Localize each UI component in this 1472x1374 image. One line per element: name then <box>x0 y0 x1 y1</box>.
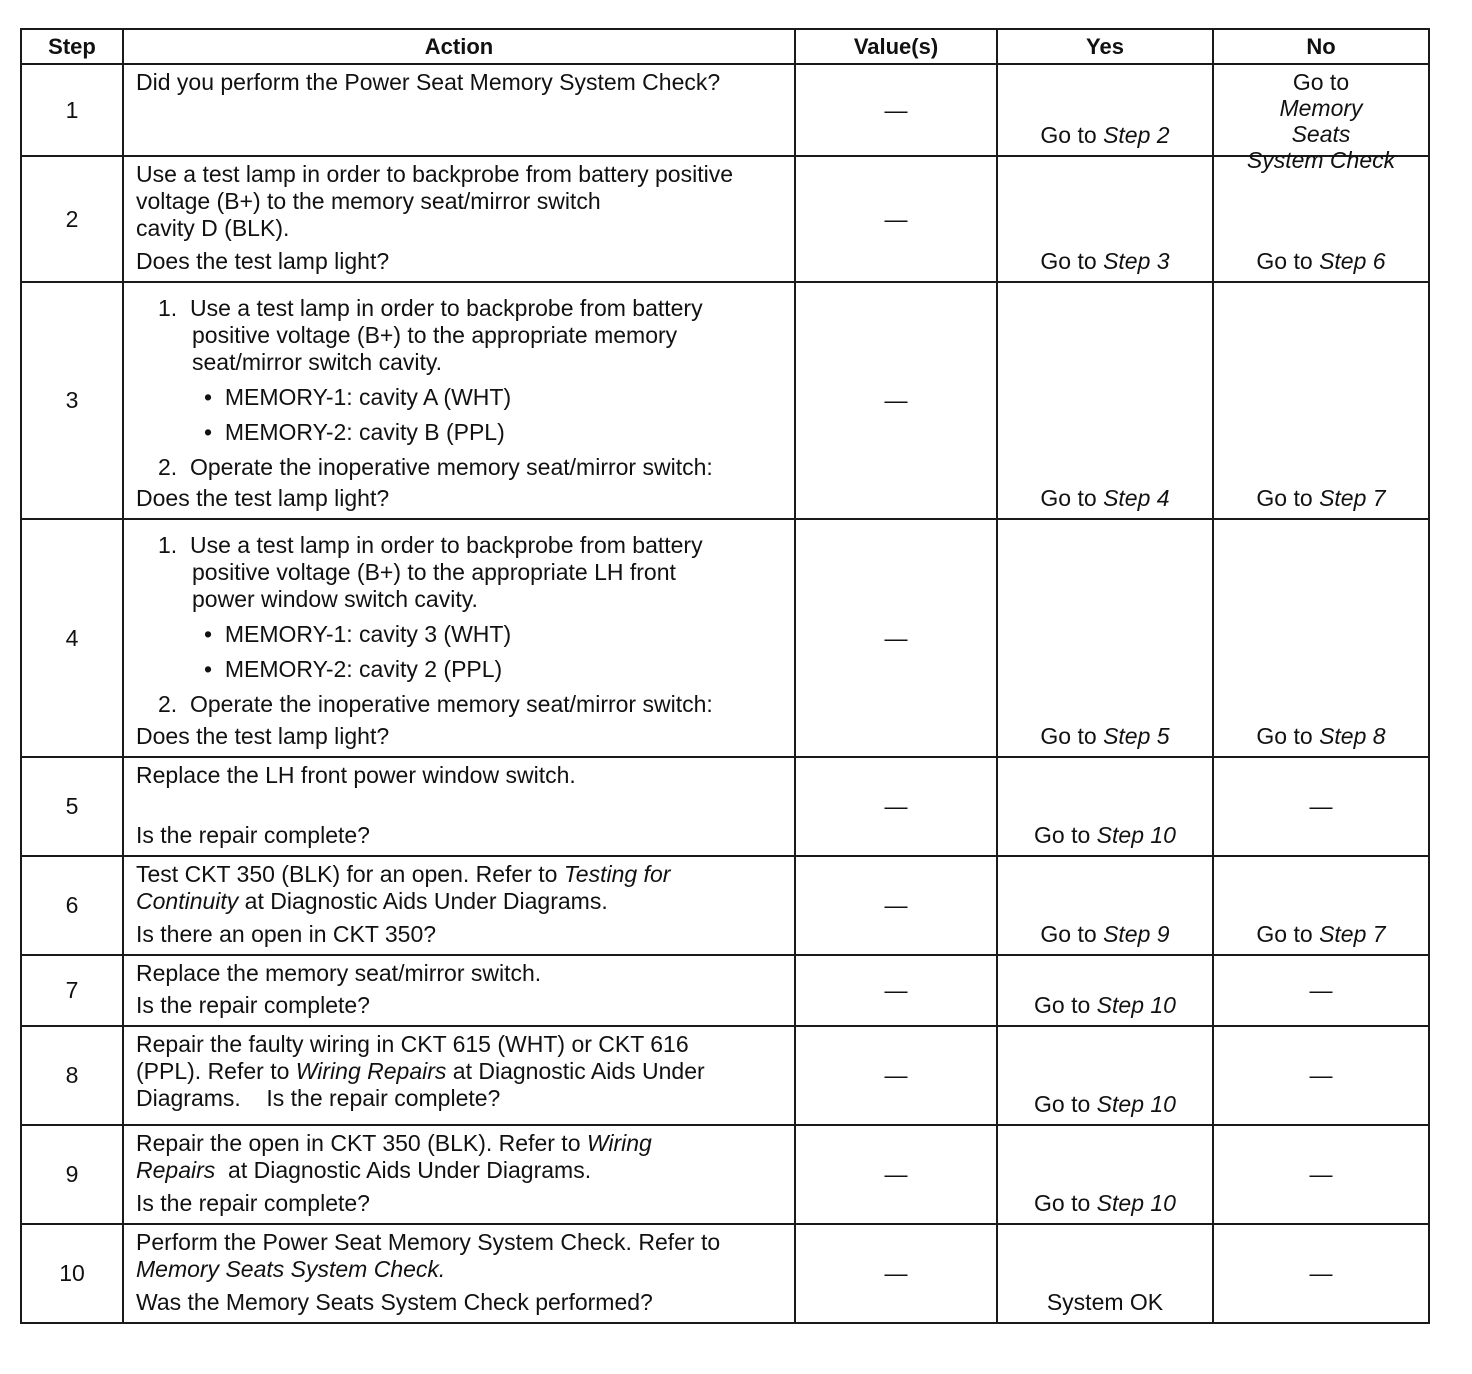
no-result <box>1214 248 1428 275</box>
no-result <box>1214 485 1428 512</box>
go-to-label: Go to <box>1292 69 1350 95</box>
item-line: Operate the inoperative memory seat/mirror switch: <box>189 691 713 717</box>
item-line: positive voltage (B+) to the appropriate memory <box>192 322 678 348</box>
bullet-icon: • <box>204 419 213 445</box>
step-ref: Step 10 <box>1096 1091 1176 1117</box>
item-line: seat/mirror switch cavity. <box>192 349 443 375</box>
step-number: 5 <box>21 757 123 856</box>
action-cell <box>123 1224 795 1323</box>
action-cell <box>123 955 795 1026</box>
yes-cell <box>997 64 1213 156</box>
table-row <box>21 282 1429 519</box>
action-question: Is the repair complete? <box>136 1190 370 1216</box>
no-cell <box>1213 64 1429 173</box>
numbered-item <box>136 295 786 322</box>
no-cell: — <box>1213 757 1429 856</box>
table-row <box>21 156 1429 282</box>
action-line <box>136 1130 786 1157</box>
table-row <box>21 519 1429 757</box>
action-text: at Diagnostic Aids Under Diagrams. <box>244 888 608 914</box>
yes-cell <box>997 1224 1213 1323</box>
go-to-label: Go to <box>1256 723 1313 749</box>
action-line: Perform the Power Seat Memory System Check. Refer to <box>136 1229 721 1255</box>
yes-cell <box>997 519 1213 757</box>
item-line: power window switch cavity. <box>192 586 478 612</box>
action-line: Repair the faulty wiring in CKT 615 (WHT) or CKT 616 <box>136 1031 689 1057</box>
go-to-label: Go to <box>1034 822 1091 848</box>
action-text: at Diagnostic Aids Under <box>452 1058 705 1084</box>
action-question: Is there an open in CKT 350? <box>136 921 437 947</box>
item-line: Use a test lamp in order to backprobe from battery <box>189 532 703 558</box>
table-row <box>21 1125 1429 1224</box>
value-cell: — <box>795 282 997 519</box>
action-line <box>136 1085 786 1112</box>
no-line-2: Seats <box>1291 121 1351 147</box>
reference-link: Continuity <box>136 888 239 914</box>
action-question: Does the test lamp light? <box>136 248 390 274</box>
yes-cell <box>997 1026 1213 1125</box>
yes-cell <box>997 955 1213 1026</box>
go-to-label: Go to <box>1040 485 1097 511</box>
action-text: Test CKT 350 (BLK) for an open. Refer to <box>136 861 558 887</box>
header-values: Value(s) <box>795 29 997 64</box>
reference-link: Testing for <box>563 861 671 887</box>
header-no: No <box>1213 29 1429 64</box>
yes-cell <box>997 282 1213 519</box>
go-to-label: Go to <box>1256 921 1313 947</box>
numbered-item <box>136 532 786 559</box>
go-to-label: Go to <box>1034 992 1091 1018</box>
item-number: 2. <box>158 691 178 717</box>
step-number: 9 <box>21 1125 123 1224</box>
step-number: 1 <box>21 64 123 156</box>
go-to-label: Go to <box>1256 248 1313 274</box>
reference-link: Wiring Repairs <box>295 1058 447 1084</box>
step-ref: Step 10 <box>1096 992 1176 1018</box>
header-action: Action <box>123 29 795 64</box>
action-question: Is the repair complete? <box>136 822 370 848</box>
no-cell: — <box>1213 1026 1429 1125</box>
action-cell <box>123 156 795 282</box>
go-to-label: Go to <box>1040 723 1097 749</box>
reference-link: Repairs <box>136 1157 216 1183</box>
no-line-1 <box>1214 69 1428 121</box>
memory-ref: Memory <box>1279 95 1363 121</box>
no-line-3: System Check <box>1246 147 1396 173</box>
action-question: Does the test lamp light? <box>136 723 390 749</box>
action-cell <box>123 282 795 519</box>
action-line: cavity D (BLK). <box>136 215 290 241</box>
numbered-item <box>136 454 786 481</box>
no-cell: — <box>1213 1125 1429 1224</box>
value-cell: — <box>795 955 997 1026</box>
bullet-text: MEMORY-1: cavity 3 (WHT) <box>224 621 512 647</box>
bullet-icon: • <box>204 384 213 410</box>
table-row <box>21 757 1429 856</box>
no-cell <box>1213 856 1429 955</box>
reference-link: Memory Seats System Check. <box>136 1256 446 1282</box>
value-cell: — <box>795 156 997 282</box>
yes-result <box>998 248 1212 275</box>
value-cell: — <box>795 1224 997 1323</box>
action-line <box>136 888 786 915</box>
step-number: 4 <box>21 519 123 757</box>
header-yes: Yes <box>997 29 1213 64</box>
action-line: Use a test lamp in order to backprobe from battery positive <box>136 161 734 187</box>
numbered-item <box>136 691 786 718</box>
no-cell <box>1213 156 1429 282</box>
action-cell <box>123 64 795 156</box>
step-ref: Step 10 <box>1096 1190 1176 1216</box>
go-to-label: Go to <box>1034 1091 1091 1117</box>
action-cell <box>123 1026 795 1125</box>
step-number: 3 <box>21 282 123 519</box>
table-row <box>21 1224 1429 1323</box>
value-cell: — <box>795 1125 997 1224</box>
action-text: Replace the memory seat/mirror switch. <box>136 960 542 986</box>
action-cell <box>123 519 795 757</box>
step-number: 10 <box>21 1224 123 1323</box>
yes-result <box>998 723 1212 750</box>
value-cell: — <box>795 757 997 856</box>
value-cell: — <box>795 519 997 757</box>
go-to-label: Go to <box>1256 485 1313 511</box>
step-ref: Step 5 <box>1103 723 1170 749</box>
action-text: (PPL). Refer to <box>136 1058 290 1084</box>
yes-cell <box>997 856 1213 955</box>
bullet-icon: • <box>204 656 213 682</box>
yes-cell <box>997 156 1213 282</box>
item-number: 1. <box>158 532 178 558</box>
action-text: Diagrams. <box>136 1085 241 1111</box>
action-text: Replace the LH front power window switch. <box>136 762 576 788</box>
action-line <box>136 861 786 888</box>
yes-result <box>998 1190 1212 1217</box>
bullet-icon: • <box>204 621 213 647</box>
no-result <box>1214 921 1428 948</box>
action-text: at Diagnostic Aids Under Diagrams. <box>228 1157 592 1183</box>
header-step: Step <box>21 29 123 64</box>
value-cell: — <box>795 856 997 955</box>
bullet-text: MEMORY-2: cavity B (PPL) <box>224 419 505 445</box>
no-result <box>1214 723 1428 750</box>
step-ref: Step 7 <box>1319 921 1386 947</box>
action-question: Is the repair complete? <box>136 992 370 1018</box>
action-question: Does the test lamp light? <box>136 485 390 511</box>
action-question: Was the Memory Seats System Check performed? <box>136 1289 653 1315</box>
yes-result: System OK <box>1046 1289 1164 1315</box>
yes-result <box>998 992 1212 1019</box>
no-cell <box>1213 519 1429 757</box>
action-text: Did you perform the Power Seat Memory System Check? <box>136 69 721 95</box>
item-line: Operate the inoperative memory seat/mirror switch: <box>189 454 713 480</box>
yes-cell <box>997 1125 1213 1224</box>
bullet-text: MEMORY-1: cavity A (WHT) <box>224 384 512 410</box>
go-to-label: Go to <box>1040 248 1097 274</box>
action-cell <box>123 1125 795 1224</box>
step-ref: Step 3 <box>1103 248 1170 274</box>
yes-cell <box>997 757 1213 856</box>
step-ref: Step 2 <box>1103 122 1170 148</box>
yes-result <box>998 122 1212 149</box>
step-number: 8 <box>21 1026 123 1125</box>
bullet-text: MEMORY-2: cavity 2 (PPL) <box>224 656 503 682</box>
step-ref: Step 10 <box>1096 822 1176 848</box>
no-cell: — <box>1213 1224 1429 1323</box>
step-number: 6 <box>21 856 123 955</box>
step-ref: Step 6 <box>1319 248 1386 274</box>
diagnostic-table <box>20 28 1430 1324</box>
no-cell <box>1213 282 1429 519</box>
step-ref: Step 9 <box>1103 921 1170 947</box>
yes-result <box>998 921 1212 948</box>
yes-result <box>998 485 1212 512</box>
yes-result <box>998 1091 1212 1118</box>
bullet-item <box>136 384 786 411</box>
action-text: Repair the open in CKT 350 (BLK). Refer to <box>136 1130 581 1156</box>
bullet-item <box>136 419 786 446</box>
bullet-item <box>136 621 786 648</box>
action-cell <box>123 757 795 856</box>
go-to-label: Go to <box>1040 122 1097 148</box>
action-question: Is the repair complete? <box>266 1085 501 1111</box>
item-number: 2. <box>158 454 178 480</box>
reference-link: Wiring <box>586 1130 652 1156</box>
action-line: voltage (B+) to the memory seat/mirror switch <box>136 188 601 214</box>
item-line: positive voltage (B+) to the appropriate LH front <box>192 559 676 585</box>
action-line <box>136 1058 786 1085</box>
value-cell: — <box>795 64 997 156</box>
item-number: 1. <box>158 295 178 321</box>
action-cell <box>123 856 795 955</box>
step-number: 7 <box>21 955 123 1026</box>
table-row <box>21 856 1429 955</box>
step-ref: Step 7 <box>1319 485 1386 511</box>
table-row <box>21 64 1429 156</box>
go-to-label: Go to <box>1034 1190 1091 1216</box>
yes-result <box>998 822 1212 849</box>
bullet-item <box>136 656 786 683</box>
step-ref: Step 8 <box>1319 723 1386 749</box>
step-ref: Step 4 <box>1103 485 1170 511</box>
item-line: Use a test lamp in order to backprobe from battery <box>189 295 703 321</box>
header-row <box>21 29 1429 64</box>
action-line <box>136 1157 786 1184</box>
value-cell: — <box>795 1026 997 1125</box>
table-row <box>21 1026 1429 1125</box>
step-number: 2 <box>21 156 123 282</box>
go-to-label: Go to <box>1040 921 1097 947</box>
table-row <box>21 955 1429 1026</box>
no-cell: — <box>1213 955 1429 1026</box>
